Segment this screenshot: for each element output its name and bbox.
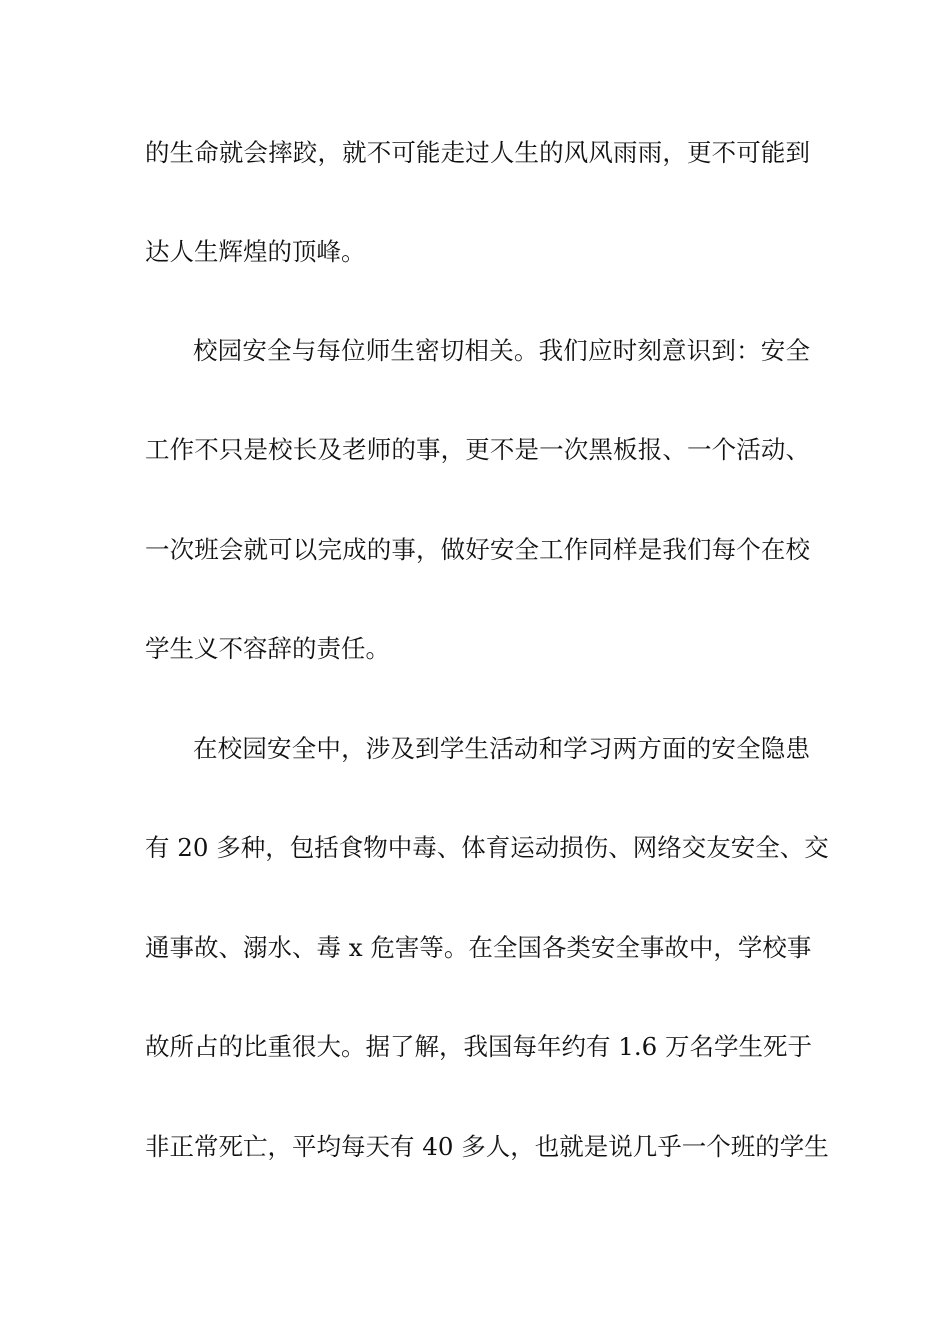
paragraph-line: 的生命就会摔跤，就不可能走过人生的风风雨雨，更不可能到: [145, 138, 810, 167]
paragraph-line: 一次班会就可以完成的事，做好安全工作同样是我们每个在校: [145, 535, 810, 564]
paragraph-line: 非正常死亡，平均每天有 40 多人，也就是说几乎一个班的学生: [145, 1132, 829, 1161]
paragraph-line: 学生义不容辞的责任。: [145, 634, 390, 663]
paragraph-line: 通事故、溺水、毒 x 危害等。在全国各类安全事故中，学校事: [145, 933, 812, 962]
paragraph-line: 有 20 多种，包括食物中毒、体育运动损伤、网络交友安全、交: [145, 833, 829, 862]
paragraph-line: 校园安全与每位师生密切相关。我们应时刻意识到：安全: [193, 336, 810, 365]
paragraph-line: 在校园安全中，涉及到学生活动和学习两方面的安全隐患: [193, 734, 810, 763]
paragraph-line: 工作不只是校长及老师的事，更不是一次黑板报、一个活动、: [145, 435, 810, 464]
paragraph-line: 故所占的比重很大。据了解，我国每年约有 1.6 万名学生死于: [145, 1032, 813, 1061]
paragraph-line: 达人生辉煌的顶峰。: [145, 237, 366, 266]
